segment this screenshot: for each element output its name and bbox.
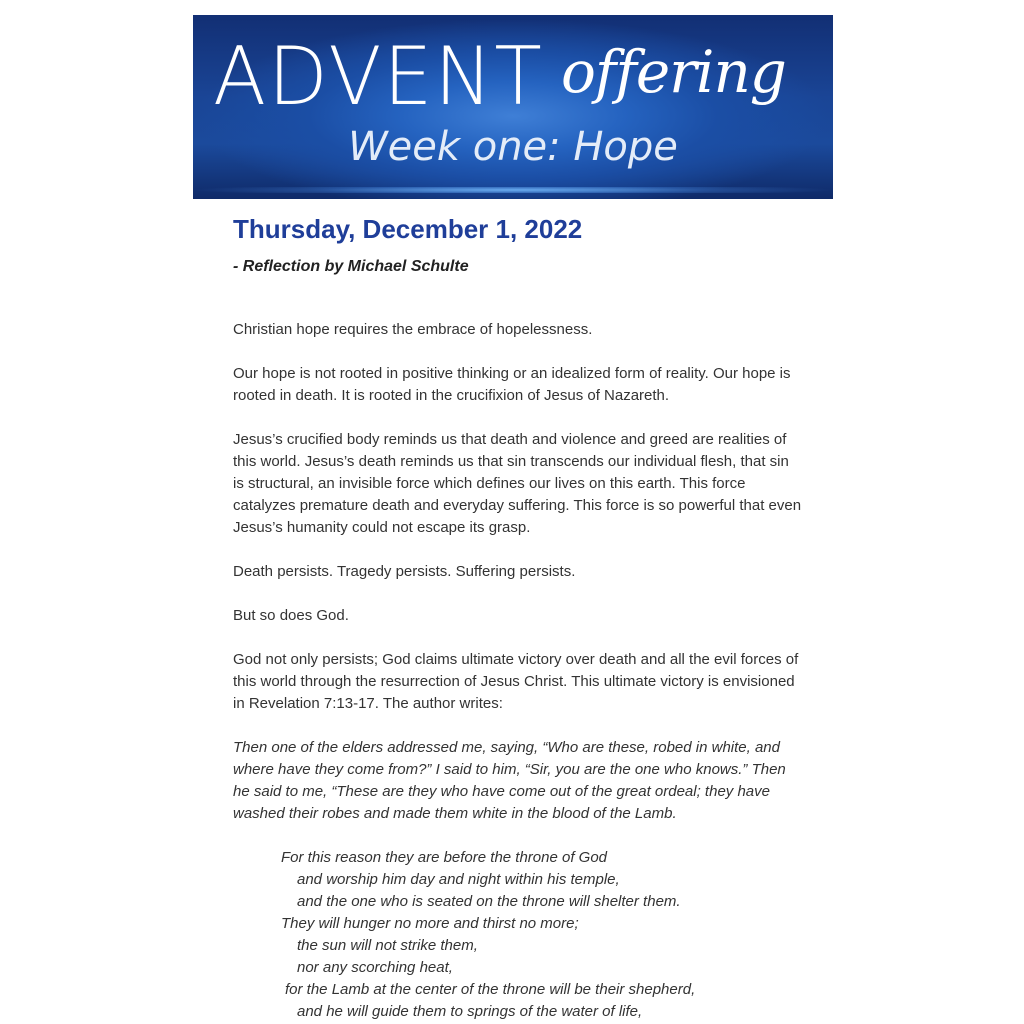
byline: - Reflection by Michael Schulte (233, 258, 469, 275)
poem-line: for the Lamb at the center of the throne will be their shepherd, (285, 981, 696, 998)
reflection-body (233, 319, 803, 1023)
poem-line: They will hunger no more and thirst no more; (281, 915, 579, 932)
poem-line: nor any scorching heat, (297, 959, 453, 976)
paragraph: Death persists. Tragedy persists. Suffering persists. (233, 563, 576, 580)
paragraph: Our hope is not rooted in positive thinking or an idealized form of reality. Our hope is rooted in death. It is rooted in the crucifixion of Jesus of Nazareth. (233, 365, 791, 404)
poem-line: the sun will not strike them, (297, 937, 478, 954)
paragraph: Jesus’s crucified body reminds us that death and violence and greed are realities of this world. Jesus’s death reminds us that sin transcends our individual flesh, that sin is structural, an invisible force which defines our lives on this earth. This force catalyzes premature death and everyday suffering. This force is so powerful that even Jesus’s humanity could not escape its grasp. (233, 431, 802, 536)
advent-offering-banner (193, 15, 833, 199)
paragraph: But so does God. (233, 607, 349, 624)
poem-line: and he will guide them to springs of the water of life, (297, 1003, 643, 1020)
poem-line: and the one who is seated on the throne will shelter them. (297, 893, 681, 910)
paragraph: God not only persists; God claims ultimate victory over death and all the evil forces of this world through the resurrection of Jesus Christ. This ultimate victory is envisioned in Revelation 7:13-17. The author writes: (233, 651, 799, 712)
banner-week-text: Week one: Hope (348, 124, 678, 170)
banner-offering-text: offering (561, 38, 786, 106)
banner-advent-text: ADVENT (213, 30, 544, 123)
poem-line: For this reason they are before the throne of God (281, 849, 608, 866)
scripture-poem (233, 847, 803, 1023)
scripture-quote: Then one of the elders addressed me, saying, “Who are these, robed in white, and where have they come from?” I said to him, “Sir, you are the one who knows.” Then he said to me, “These are they who have come out of the great ordeal; they have washed their robes and made them white in the blood of the Lamb. (233, 739, 786, 822)
date-heading: Thursday, December 1, 2022 (233, 214, 583, 244)
paragraph: Christian hope requires the embrace of hopelessness. (233, 321, 593, 338)
poem-line: and worship him day and night within his temple, (297, 871, 620, 888)
